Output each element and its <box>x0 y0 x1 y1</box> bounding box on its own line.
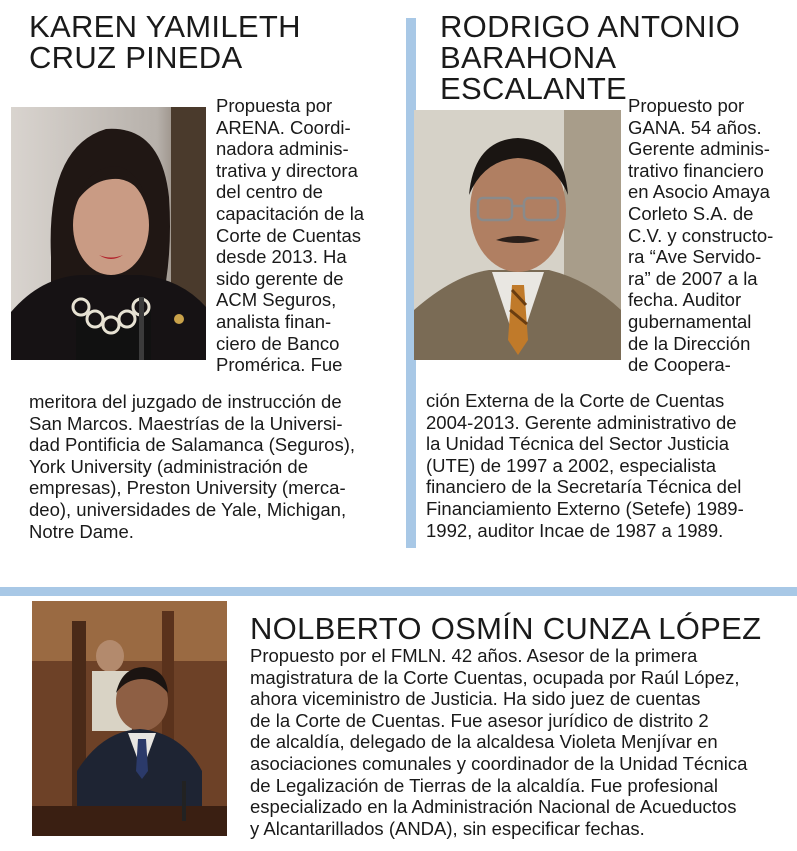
horizontal-divider <box>0 587 797 596</box>
portrait-illustration <box>11 107 206 360</box>
profile-text-full: ción Externa de la Corte de Cuentas 2004-2013. Gerente administrativo de la Unidad Técnica del Sector Justicia (UTE) de 1997 a 2002, especialista financiero de la Secretaría Técnica del Financiamiento Externo (Setefe) 1989- 1992, auditor Incae de 1987 a 1989. <box>426 390 744 541</box>
profile-text-side: Propuesta por ARENA. Coordi- nadora adminis- trativa y directora del centro de capacitación de la Corte de Cuentas desde 2013. Ha sido gerente de ACM Seguros, analista finan- ciero de Banco Promérica. Fue <box>216 95 365 376</box>
portrait-illustration <box>32 601 227 836</box>
name-line-2: BARAHONA ESCALANTE <box>440 40 628 106</box>
profile-text-side: Propuesto por GANA. 54 años. Gerente adminis- trativo financiero en Asocio Amaya Corleto S.A. de C.V. y constructo- ra “Ave Servido- ra” de 2007 a la fecha. Auditor gubernamental de la Dirección de Coopera- <box>628 95 774 376</box>
profile-name <box>440 11 797 104</box>
portrait-photo-rodrigo <box>414 110 621 360</box>
name-line-1: KAREN YAMILETH <box>29 9 301 44</box>
name-line-2: CRUZ PINEDA <box>29 40 243 75</box>
profile-name: NOLBERTO OSMÍN CUNZA LÓPEZ <box>250 611 762 646</box>
profile-name <box>29 11 301 73</box>
portrait-photo-karen <box>11 107 206 360</box>
profile-text: Propuesto por el FMLN. 42 años. Asesor de la primera magistratura de la Corte Cuentas, ocupada por Raúl López, ahora viceministro de Justicia. Ha sido juez de cuentas de la Corte de Cuentas. Fue asesor jurídico de distrito 2 de alcaldía, delegado de la alcaldesa Violeta Menjívar en asociaciones comunales y coordinador de la Unidad Técnica de Legalización de Tierras de la alcaldía. Fue profesional especializado en la Administración Nacional de Acueductos y Alcantarillados (ANDA), sin especificar fechas. <box>250 645 748 839</box>
name-line-1: RODRIGO ANTONIO <box>440 9 741 44</box>
profile-text-full: meritora del juzgado de instrucción de San Marcos. Maestrías de la Universi- dad Pontificia de Salamanca (Seguros), York University (administración de empresas), Preston University (merca- deo), universidades de Yale, Michigan, Notre Dame. <box>29 391 355 542</box>
portrait-illustration <box>414 110 621 360</box>
portrait-photo-nolberto <box>32 601 227 836</box>
